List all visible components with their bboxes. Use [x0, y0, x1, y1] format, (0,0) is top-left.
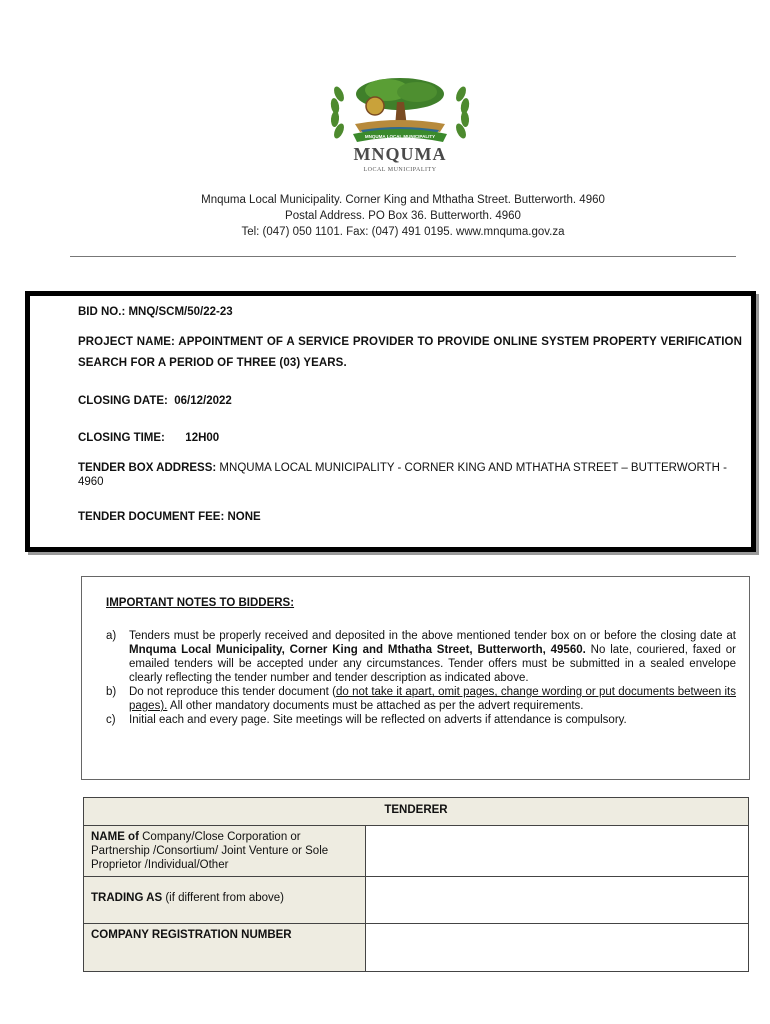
notes-title: IMPORTANT NOTES TO BIDDERS:: [106, 597, 295, 609]
name-label-rest: Company/Close Corporation or Partnership /Consortium/ Joint Venture or Sole Proprietor /Individual/Other: [91, 831, 329, 871]
address-line-3: Tel: (047) 050 1101. Fax: (047) 491 0195. www.mnquma.gov.za: [241, 226, 565, 238]
municipality-logo: [325, 72, 475, 176]
logo-name: MNQUMA: [353, 144, 447, 164]
name-field[interactable]: [366, 826, 749, 877]
note-c-text: Initial each and every page. Site meetings will be reflected on adverts if attendance is compulsory.: [129, 714, 627, 726]
logo-emblem-icon: [325, 72, 475, 176]
closing-time-value: 12H00: [185, 432, 220, 444]
note-marker: c): [106, 714, 116, 726]
note-item-b: [106, 685, 736, 713]
trading-as-label: [84, 877, 366, 924]
address-line-2: Postal Address. PO Box 36. Butterworth. 4960: [285, 210, 521, 222]
registration-number-label: COMPANY REGISTRATION NUMBER: [84, 924, 366, 972]
tender-box-value: MNQUMA LOCAL MUNICIPALITY - CORNER KING AND MTHATHA STREET – BUTTERWORTH - 4960: [78, 462, 727, 488]
note-b-text: Do not reproduce this tender document (: [129, 686, 336, 698]
note-item-c: [106, 713, 736, 727]
logo-banner-text: MNQUMA LOCAL MUNICIPALITY: [364, 134, 436, 139]
tender-box-address: [78, 461, 742, 489]
trading-as-label-rest: (if different from above): [162, 892, 285, 904]
notes-list: [106, 629, 736, 727]
closing-time-label: CLOSING TIME:: [78, 432, 165, 444]
tender-document-fee: TENDER DOCUMENT FEE: NONE: [78, 511, 261, 523]
table-row: [84, 877, 749, 924]
note-a-text-2: No late, couriered, faxed or emailed tenders will be accepted under any circumstances. Tender offers must be submitted in a sealed envelope clearly reflecting the tender number and tender description as indicated above.: [129, 644, 736, 684]
tenderer-table: [83, 797, 749, 972]
tender-box-label: TENDER BOX ADDRESS:: [78, 462, 217, 474]
note-b-underlined: do not take it apart, omit pages, change wording or put documents between its pages).: [129, 686, 737, 712]
address-block: [70, 192, 736, 240]
trading-as-label-bold: TRADING AS: [91, 892, 163, 904]
trading-as-field[interactable]: [366, 877, 749, 924]
important-notes-box: [81, 576, 750, 780]
name-label: [84, 826, 366, 877]
name-label-bold: NAME of: [91, 831, 139, 843]
note-item-a: [106, 629, 736, 685]
note-marker: a): [106, 630, 117, 642]
address-line-1: Mnquma Local Municipality. Corner King and Mthatha Street. Butterworth. 4960: [201, 194, 605, 206]
header-divider: [70, 256, 736, 257]
note-a-text: Tenders must be properly received and deposited in the above mentioned tender box on or before the closing date at: [129, 630, 736, 642]
note-a-bold: Mnquma Local Municipality, Corner King and Mthatha Street, Butterworth, 49560.: [129, 644, 586, 656]
bid-info-box: [25, 291, 756, 552]
closing-date-label: CLOSING DATE:: [78, 395, 168, 407]
closing-date: [78, 395, 232, 407]
tenderer-header: TENDERER: [84, 798, 749, 826]
project-name: PROJECT NAME: APPOINTMENT OF A SERVICE PROVIDER TO PROVIDE ONLINE SYSTEM PROPERTY VERIFICATION SEARCH FOR A PERIOD OF THREE (03) YEARS.: [78, 336, 742, 369]
closing-time: [78, 432, 219, 444]
table-row: [84, 924, 749, 972]
closing-date-value: 06/12/2022: [174, 395, 232, 407]
note-b-text-2: All other mandatory documents must be attached as per the advert requirements.: [167, 700, 584, 712]
table-row: [84, 826, 749, 877]
bid-number: BID NO.: MNQ/SCM/50/22-23: [78, 306, 233, 318]
note-marker: b): [106, 686, 117, 698]
registration-number-field[interactable]: [366, 924, 749, 972]
logo-subtitle: LOCAL MUNICIPALITY: [363, 167, 437, 173]
